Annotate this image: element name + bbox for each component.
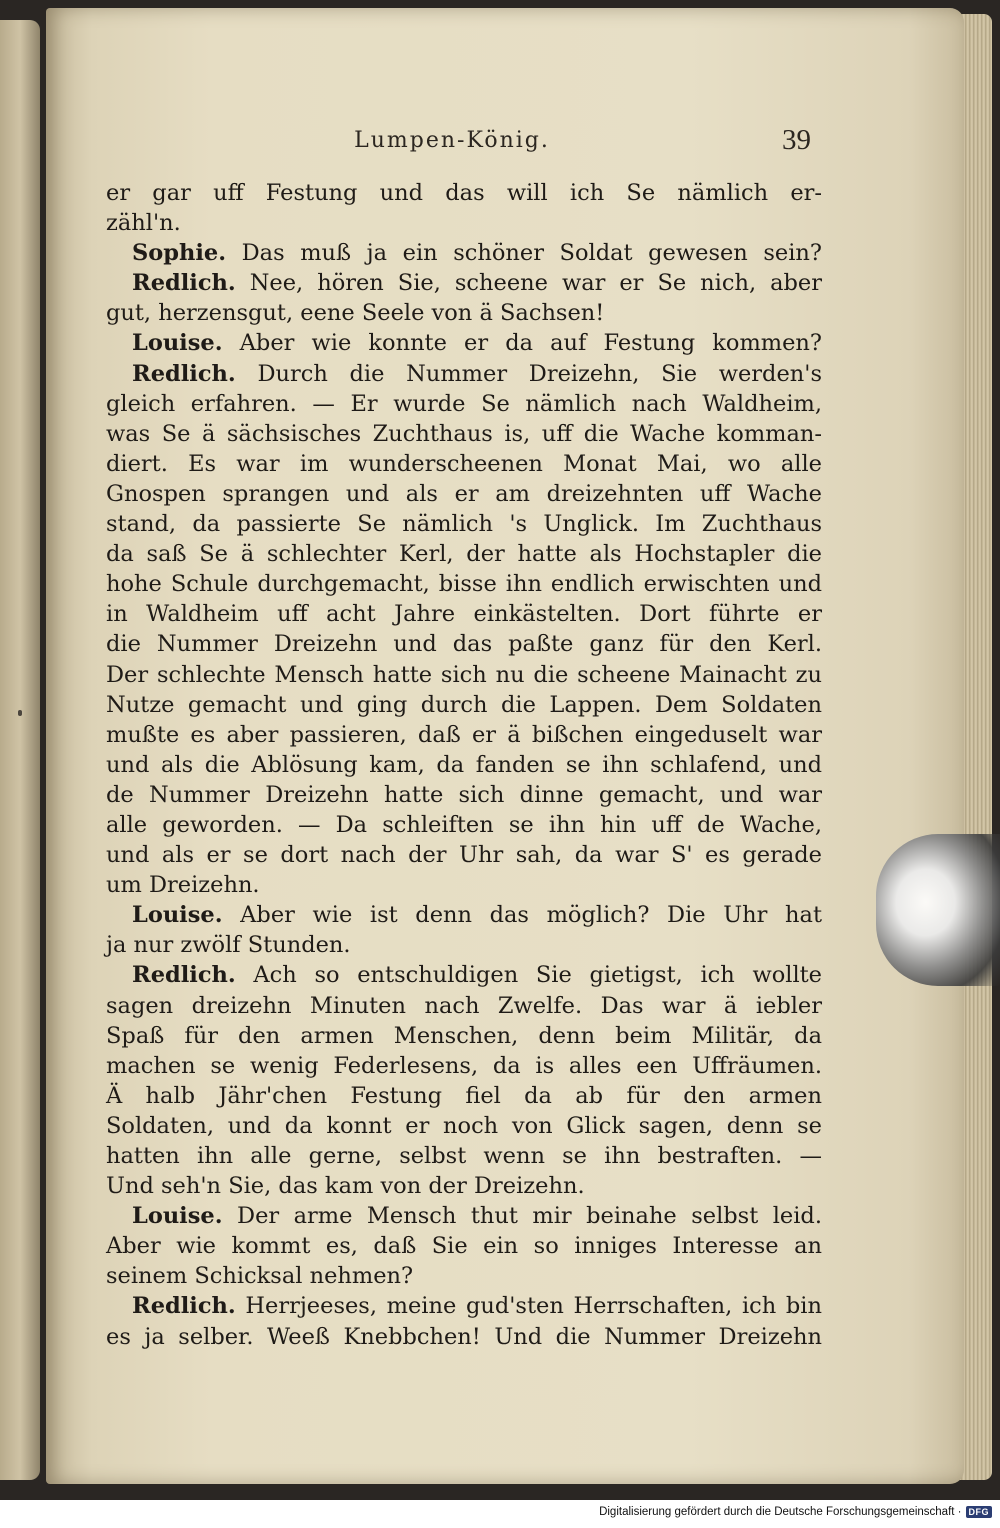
speaker-name: Louise. [132, 330, 223, 357]
text-line [106, 1081, 822, 1111]
text-line [106, 991, 822, 1021]
text-line [106, 900, 822, 930]
footer-credit-text: Digitalisierung gefördert durch die Deutsche Forschungsgemeinschaft · [599, 1506, 962, 1518]
text-line [106, 268, 822, 298]
line-text: Gnospen sprangen und als er am dreizehnten uff Wache [106, 480, 822, 507]
line-text: diert. Es war im wunderscheenen Monat Mai, wo alle [106, 450, 822, 477]
speaker-name: Louise. [132, 1203, 223, 1230]
line-text: und als die Ablösung kam, da fanden se ihn schlafend, und [106, 751, 822, 778]
text-line [106, 479, 822, 509]
line-text: Aber wie kommt es, daß Sie ein so inniges Interesse an [106, 1233, 822, 1260]
text-line [106, 539, 822, 569]
line-text: Ach so entschuldigen Sie gietigst, ich wollte [235, 962, 822, 989]
speaker-name: Louise. [132, 902, 223, 929]
text-line [106, 1261, 822, 1291]
running-head-text: Lumpen-König. [354, 128, 550, 153]
text-line [106, 419, 822, 449]
line-text: gleich erfahren. — Er wurde Se nämlich nach Waldheim, [106, 390, 822, 417]
line-text: Das muß ja ein schöner Soldat gewesen sein? [226, 240, 822, 267]
line-text: um Dreizehn. [106, 872, 260, 899]
text-line [106, 389, 822, 419]
page-number: 39 [782, 124, 811, 156]
line-text: Spaß für den armen Menschen, denn beim Militär, da [106, 1022, 822, 1049]
line-text: und als er se dort nach der Uhr sah, da war S' es gerade [106, 842, 822, 869]
line-text: stand, da passierte Se nämlich 's Unglick. Im Zuchthaus [106, 511, 822, 538]
text-line [106, 449, 822, 479]
speaker-name: Sophie. [132, 240, 227, 267]
speaker-name: Redlich. [132, 1293, 236, 1320]
speaker-name: Redlich. [132, 360, 236, 387]
text-line [106, 810, 822, 840]
page-clip [876, 834, 1000, 986]
text-line [106, 690, 822, 720]
line-text: hohe Schule durchgemacht, bisse ihn endlich erwischten und [106, 571, 822, 598]
line-text: hatten ihn alle gerne, selbst wenn se ihn bestraften. — [106, 1143, 822, 1169]
line-text: mußte es aber passieren, daß er ä bißchen eingeduselt war [106, 721, 822, 748]
text-line [106, 629, 822, 659]
line-text: sagen dreizehn Minuten nach Zwelfe. Das war ä iebler [106, 992, 822, 1019]
line-text: ja nur zwölf Stunden. [106, 932, 351, 959]
line-text: die Nummer Dreizehn und das paßte ganz für den Kerl. [106, 631, 822, 658]
text-line [106, 840, 822, 870]
text-line [106, 298, 822, 328]
text-line [106, 359, 822, 389]
line-text: was Se ä sächsisches Zuchthaus is, uff die Wache komman- [106, 420, 822, 447]
speaker-name: Redlich. [132, 270, 236, 297]
footer-credit [599, 1506, 992, 1518]
text-line [106, 1231, 822, 1261]
text-line [106, 328, 822, 358]
text-line [106, 720, 822, 750]
line-text: Aber wie ist denn das möglich? Die Uhr hat [222, 902, 822, 929]
line-text: Nee, hören Sie, scheene war er Se nich, aber [235, 270, 822, 297]
line-text: Soldaten, und da konnt er noch von Glick sagen, denn se [106, 1112, 822, 1139]
text-line [106, 780, 822, 810]
line-text: zähl'n. [106, 210, 181, 237]
text-line [106, 569, 822, 599]
speaker-name: Redlich. [132, 962, 236, 989]
line-text: seinem Schicksal nehmen? [106, 1263, 414, 1290]
text-line [106, 930, 822, 960]
text-line [106, 599, 822, 629]
text-line [106, 960, 822, 990]
text-line [106, 509, 822, 539]
text-line [106, 750, 822, 780]
text-line [106, 1051, 822, 1081]
line-text: alle geworden. — Da schleiften se ihn hin uff de Wache, [106, 811, 822, 838]
text-line [106, 1021, 822, 1051]
line-text: Der arme Mensch thut mir beinahe selbst leid. [222, 1203, 822, 1230]
facing-page-edge [0, 20, 40, 1480]
line-text: Und seh'n Sie, das kam von der Dreizehn. [106, 1173, 585, 1200]
line-text: er gar uff Festung und das will ich Se nämlich er- [106, 180, 822, 206]
line-text: da saß Se ä schlechter Kerl, der hatte als Hochstapler die [106, 541, 822, 568]
text-line [106, 1141, 822, 1171]
line-text: in Waldheim uff acht Jahre einkästelten. Dort führte er [106, 601, 822, 628]
text-line [106, 1201, 822, 1231]
text-line [106, 1111, 822, 1141]
line-text: Herrjeeses, meine gud'sten Herrschaften, ich bin [235, 1293, 822, 1320]
text-line [106, 660, 822, 690]
text-line [106, 1322, 822, 1352]
dfg-logo: DFG [966, 1506, 993, 1518]
line-text: Nutze gemacht und ging durch die Lappen. Dem Soldaten [106, 691, 822, 718]
line-text: gut, herzensgut, eene Seele von ä Sachsen! [106, 300, 605, 327]
line-text: Der schlechte Mensch hatte sich nu die scheene Mainacht zu [106, 661, 822, 688]
text-line [106, 870, 822, 900]
body-text [106, 178, 822, 1352]
text-line [106, 1291, 822, 1321]
line-text: Durch die Nummer Dreizehn, Sie werden's [235, 360, 822, 387]
text-line [106, 238, 822, 268]
line-text: es ja selber. Weeß Knebbchen! Und die Nummer Dreizehn [106, 1323, 822, 1350]
line-text: Aber wie konnte er da auf Festung kommen? [222, 330, 822, 357]
line-text: machen se wenig Federlesens, da is alles een Uffräumen. [106, 1052, 822, 1079]
line-text: Ä halb Jähr'chen Festung fiel da ab für den armen [106, 1082, 822, 1109]
text-line [106, 208, 822, 238]
running-head [0, 128, 1000, 153]
line-text: de Nummer Dreizehn hatte sich dinne gemacht, und war [106, 781, 822, 808]
text-line [106, 1171, 822, 1201]
text-line [106, 178, 822, 208]
